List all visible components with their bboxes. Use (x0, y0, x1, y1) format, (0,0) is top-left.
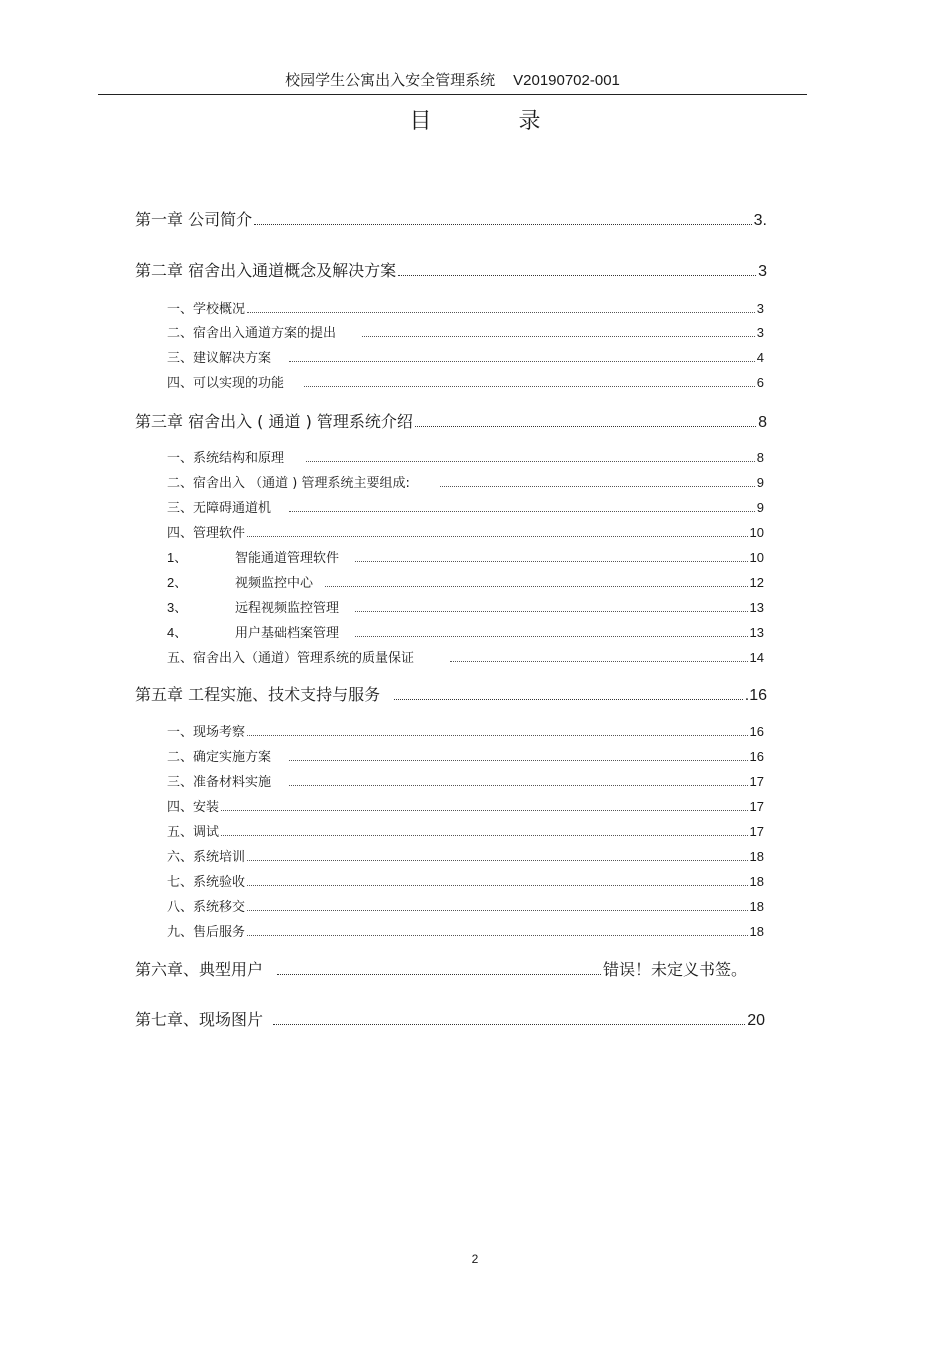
toc-section[interactable] (167, 447, 764, 466)
toc-section[interactable] (167, 497, 764, 516)
toc-page: 8 (758, 414, 767, 431)
toc-page: 18 (749, 874, 764, 889)
toc-page: .16 (744, 687, 767, 704)
toc-page: 12 (749, 575, 764, 590)
toc-page: 18 (749, 849, 764, 864)
toc-label: 九、售后服务 (167, 925, 246, 940)
toc-label: 四、安装 (167, 800, 220, 815)
leader-dots (289, 784, 748, 786)
toc-chapter-7[interactable] (135, 1007, 765, 1030)
leader-dots (394, 698, 743, 700)
leader-dots (221, 834, 748, 836)
leader-dots (247, 884, 748, 886)
toc-label: 二、宿舍出入 （通道 ) 管理系统主要组成: (167, 476, 410, 491)
toc-label: 二、确定实施方案 (167, 750, 272, 765)
toc-label: 七、系统验收 (167, 875, 246, 890)
toc-page: 9 (756, 475, 764, 490)
toc-label: 一、系统结构和原理 (167, 451, 285, 466)
toc-label: 四、可以实现的功能 (167, 376, 285, 391)
toc-label: 视频监控中心 (235, 576, 314, 591)
toc-label: 六、系统培训 (167, 850, 246, 865)
toc-chapter-3[interactable] (135, 409, 767, 432)
toc-section[interactable] (167, 846, 764, 865)
toc-page: 17 (749, 774, 764, 789)
toc-section[interactable] (167, 347, 764, 366)
toc-page: 10 (749, 550, 764, 565)
toc-page: 3 (756, 325, 764, 340)
toc-number: 2、 (167, 575, 188, 590)
toc-number: 4、 (167, 625, 188, 640)
toc-page: 17 (749, 824, 764, 839)
toc-page: 16 (749, 724, 764, 739)
leader-dots (277, 973, 601, 975)
toc-page: 3. (753, 212, 767, 229)
toc-page: 20 (747, 1012, 765, 1029)
toc-page: 18 (749, 899, 764, 914)
toc-label: 第六章、典型用户 (135, 960, 264, 979)
toc-label: 第五章 工程实施、技术支持与服务 (135, 685, 381, 704)
header-title: 校园学生公寓出入安全管理系统 (285, 71, 496, 89)
toc-label: 第一章 公司简介 (135, 210, 253, 229)
toc-section[interactable] (167, 771, 764, 790)
leader-dots (355, 560, 748, 562)
leader-dots (254, 223, 752, 225)
toc-page: 3 (756, 301, 764, 316)
leader-dots (440, 485, 755, 487)
leader-dots (247, 859, 748, 861)
toc-label: 远程视频监控管理 (235, 601, 340, 616)
toc-label: 三、无障碍通道机 (167, 501, 272, 516)
toc-section[interactable] (167, 896, 764, 915)
leader-dots (247, 535, 748, 537)
leader-dots (355, 610, 748, 612)
toc-label: 一、现场考察 (167, 725, 246, 740)
toc-page: 4 (756, 350, 764, 365)
leader-dots (247, 934, 748, 936)
toc-section[interactable] (167, 821, 764, 840)
toc-section[interactable] (167, 647, 764, 666)
toc-chapter-2[interactable] (135, 258, 767, 281)
leader-dots (247, 734, 748, 736)
leader-dots (304, 385, 755, 387)
toc-page: 8 (756, 450, 764, 465)
toc-subsection[interactable] (167, 622, 764, 641)
toc-section[interactable] (167, 472, 764, 491)
leader-dots (415, 425, 756, 427)
leader-dots (450, 660, 748, 662)
leader-dots (273, 1023, 745, 1025)
toc-chapter-1[interactable] (135, 207, 767, 230)
leader-dots (398, 274, 756, 276)
toc-page: 13 (749, 600, 764, 615)
toc-label: 八、系统移交 (167, 900, 246, 915)
toc-subsection[interactable] (167, 572, 764, 591)
toc-page: 6 (756, 375, 764, 390)
header-version: V20190702-001 (513, 72, 620, 89)
toc-page: 16 (749, 749, 764, 764)
toc-label: 第七章、现场图片 (135, 1010, 264, 1029)
toc-page: 17 (749, 799, 764, 814)
toc-section[interactable] (167, 322, 764, 341)
toc-label: 三、建议解决方案 (167, 351, 272, 366)
page-number: 2 (471, 1252, 479, 1266)
toc-section[interactable] (167, 796, 764, 815)
toc-label: 智能通道管理软件 (235, 551, 340, 566)
toc-label: 五、调试 (167, 825, 220, 840)
toc-section[interactable] (167, 871, 764, 890)
running-header (98, 66, 807, 95)
leader-dots (289, 360, 755, 362)
leader-dots (355, 635, 748, 637)
toc-page: 9 (756, 500, 764, 515)
toc-subsection[interactable] (167, 547, 764, 566)
toc-label: 用户基础档案管理 (235, 626, 340, 641)
toc-chapter-5[interactable] (135, 682, 767, 705)
toc-label: 四、管理软件 (167, 526, 246, 541)
leader-dots (306, 460, 755, 462)
toc-label: 第三章 宿舍出入 ( 通道 ) 管理系统介绍 (135, 412, 413, 431)
toc-number: 1、 (167, 550, 188, 565)
leader-dots (289, 510, 755, 512)
toc-section[interactable] (167, 921, 764, 940)
toc-section[interactable] (167, 298, 764, 317)
page-title: 目 录 (409, 109, 581, 134)
leader-dots (247, 311, 755, 313)
toc-label: 第二章 宿舍出入通道概念及解决方案 (135, 261, 397, 280)
toc-number: 3、 (167, 600, 188, 615)
toc-label: 五、宿舍出入（通道）管理系统的质量保证 (167, 651, 415, 666)
leader-dots (289, 759, 748, 761)
toc-chapter-6[interactable] (135, 957, 747, 980)
toc-label: 二、宿舍出入通道方案的提出 (167, 326, 337, 341)
leader-dots (221, 809, 748, 811)
toc-page: 18 (749, 924, 764, 939)
toc-page: 10 (749, 525, 764, 540)
toc-page: 13 (749, 625, 764, 640)
leader-dots (362, 335, 755, 337)
toc-section[interactable] (167, 372, 764, 391)
leader-dots (325, 585, 748, 587)
toc-page: 错误！未定义书签。 (602, 962, 747, 979)
toc-subsection[interactable] (167, 597, 764, 616)
toc-label: 三、准备材料实施 (167, 775, 272, 790)
toc-section[interactable] (167, 721, 764, 740)
toc-page: 3 (758, 263, 767, 280)
toc-page: 14 (749, 650, 764, 665)
leader-dots (247, 909, 748, 911)
toc-section[interactable] (167, 746, 764, 765)
toc-label: 一、学校概况 (167, 302, 246, 317)
toc-section[interactable] (167, 522, 764, 541)
